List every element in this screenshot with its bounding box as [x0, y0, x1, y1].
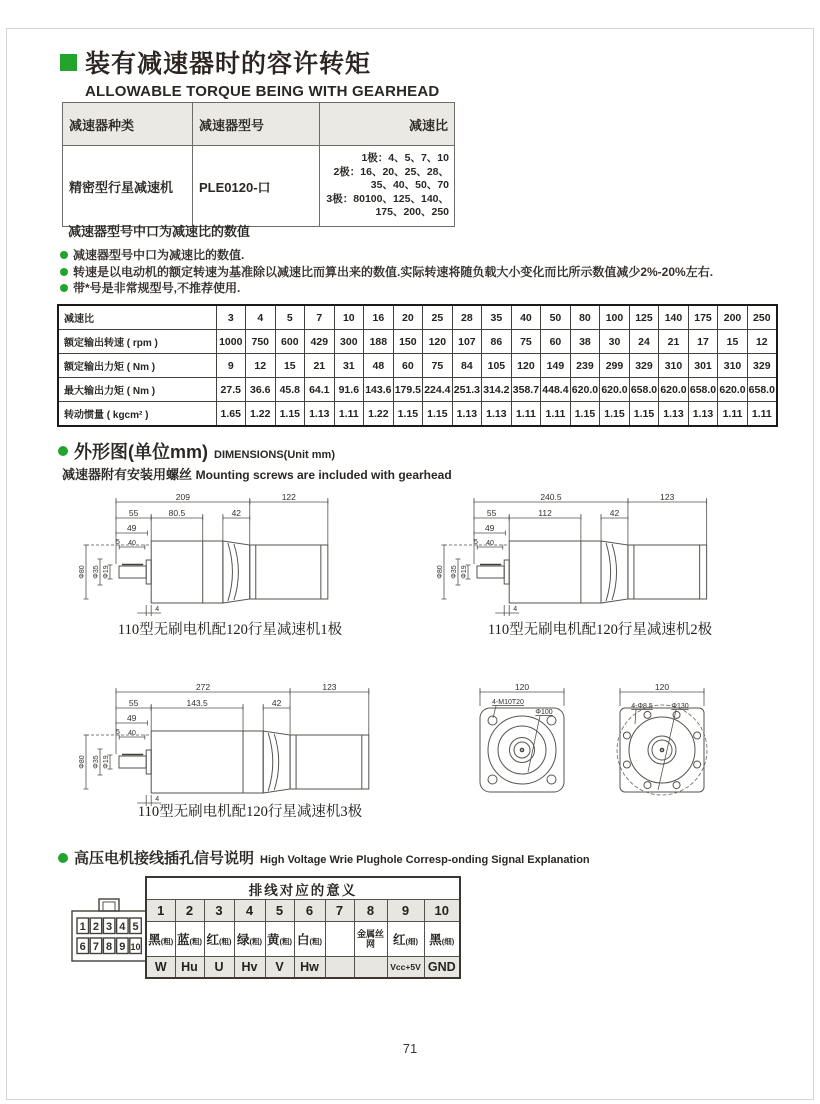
spec0-value: 17 — [688, 330, 718, 354]
pin-number-cell: 3 — [204, 900, 234, 922]
wire-thickness-label: (粗) — [219, 937, 232, 946]
signal-name-cell — [325, 957, 354, 979]
gearbox-flange-front-views — [450, 680, 750, 810]
spec0-value: 24 — [629, 330, 659, 354]
ratio-line: 3极：80100、125、140、 — [326, 192, 449, 205]
wire-color-label: 金属丝网 — [356, 928, 384, 949]
wire-color-cell — [294, 922, 325, 957]
spec0-value: 120 — [423, 330, 453, 354]
ratio-value: 3 — [216, 305, 246, 330]
spec1-value: 31 — [334, 354, 364, 378]
connector-pin-number: 9 — [119, 941, 126, 953]
signal-name-cell: U — [204, 957, 234, 979]
wiring-signal-table — [145, 876, 461, 979]
diameter-label: Φ19 — [461, 565, 468, 579]
page-header — [60, 44, 439, 100]
dimension-label: 240.5 — [540, 492, 562, 502]
spec0-value: 107 — [452, 330, 482, 354]
dimension-label: 55 — [128, 508, 139, 518]
outline-drawing-1stage — [70, 486, 370, 626]
pin-number-cell: 7 — [325, 900, 354, 922]
spec1-value: 301 — [688, 354, 718, 378]
spec2-value: 45.8 — [275, 378, 305, 402]
drawing-caption: 110型无刷电机配120行星减速机2极 — [487, 622, 713, 638]
col-header-model: 减速器型号 — [193, 103, 320, 146]
spec0-value: 60 — [541, 330, 571, 354]
signal-name-cell: Hu — [175, 957, 204, 979]
dimensions-heading — [58, 438, 335, 464]
spec1-value: 329 — [629, 354, 659, 378]
page-title-en: ALLOWABLE TORQUE BEING WITH GEARHEAD — [85, 83, 440, 100]
table-row — [63, 146, 455, 227]
connector-pin-number: 4 — [119, 921, 126, 933]
page-title: 装有减速器时的容许转矩 — [85, 50, 372, 78]
signal-name-cell: Hv — [234, 957, 265, 979]
motor-gearbox-side-view — [70, 486, 370, 626]
motor-gearbox-side-view — [70, 676, 380, 816]
dimension-label: 122 — [281, 492, 296, 502]
diameter-label: Φ80 — [79, 565, 86, 579]
spec1-value: 48 — [364, 354, 394, 378]
dimension-label: 55 — [486, 508, 497, 518]
spec2-value: 36.6 — [246, 378, 276, 402]
spec1-value: 299 — [600, 354, 630, 378]
spec1-value: 310 — [659, 354, 689, 378]
bullet-icon — [58, 446, 68, 456]
dimensions-subtitle — [62, 464, 452, 483]
ratio-value: 140 — [659, 305, 689, 330]
ratio-row — [58, 305, 777, 330]
wire-color-label: 蓝 — [176, 933, 190, 947]
spec2-value: 620.0 — [600, 378, 630, 402]
col-header-ratio: 减速比 — [320, 103, 455, 146]
spec2-value: 64.1 — [305, 378, 335, 402]
notes-list — [60, 247, 780, 297]
connector-pin-number: 6 — [79, 941, 86, 953]
spec2-value: 658.0 — [629, 378, 659, 402]
ratio-value: 35 — [482, 305, 512, 330]
spec1-value: 120 — [511, 354, 541, 378]
ratio-value: 175 — [688, 305, 718, 330]
note-text: 带*号是非常规型号,不推荐使用. — [73, 281, 241, 295]
dimension-label: 40 — [486, 540, 494, 547]
wire-color-label: 黑 — [429, 933, 442, 947]
ratio-value: 200 — [718, 305, 748, 330]
dimensions-subtitle-en: Mounting screws are included with gearhead — [195, 468, 452, 482]
torque-spec-table — [57, 304, 778, 427]
wire-color-label: 绿 — [236, 933, 250, 947]
connector-plug-icon — [68, 896, 150, 966]
dimension-label: 272 — [195, 682, 211, 692]
pin-number-cell: 6 — [294, 900, 325, 922]
diameter-label: Φ35 — [93, 755, 100, 769]
ratio-line: 35、40、50、70 — [370, 179, 449, 192]
spec3-value: 1.11 — [541, 402, 571, 427]
dimension-label: 40 — [128, 730, 136, 737]
wire-color-cell — [354, 922, 387, 957]
dimension-label: 112 — [538, 508, 552, 518]
spec3-value: 1.15 — [423, 402, 453, 427]
dimension-label: 80.5 — [168, 508, 186, 518]
dimension-label: 42 — [231, 508, 242, 518]
wiring-heading — [58, 847, 590, 868]
dimension-label: 123 — [322, 682, 337, 692]
spec3-value: 1.13 — [305, 402, 335, 427]
ratio-label: 减速比 — [58, 305, 216, 330]
diameter-label: Φ19 — [103, 565, 110, 579]
spec3-value: 1.22 — [364, 402, 394, 427]
spec1-value: 239 — [570, 354, 600, 378]
spec1-value: 12 — [246, 354, 276, 378]
spec1-value: 329 — [747, 354, 777, 378]
spec1-value: 9 — [216, 354, 246, 378]
diameter-label: Φ35 — [93, 565, 100, 579]
spec1-value: 15 — [275, 354, 305, 378]
spec3-row — [58, 402, 777, 427]
spec2-value: 224.4 — [423, 378, 453, 402]
connector-pin-number: 8 — [106, 941, 113, 953]
dimension-label: 49 — [126, 523, 137, 533]
table-footnote: 减速器型号中口为减速比的数值 — [68, 224, 251, 239]
wiring-title-en: High Voltage Wrie Plughole Corresp-onding Signal Explanation — [260, 854, 590, 866]
spec2-value: 179.5 — [393, 378, 423, 402]
diameter-label: Φ80 — [79, 755, 86, 769]
col-header-type: 减速器种类 — [63, 103, 193, 146]
spec1-value: 60 — [393, 354, 423, 378]
dimension-label: 49 — [126, 713, 137, 723]
drawing-caption: 110型无刷电机配120行星减速机1极 — [117, 622, 343, 638]
wiring-title-zh: 高压电机接线插孔信号说明 — [74, 850, 255, 867]
bolt-hole-label: 4-M10T20 — [492, 699, 524, 706]
pilot-diameter-label: Φ100 — [535, 709, 553, 716]
spec3-value: 1.11 — [334, 402, 364, 427]
wire-thickness-label: (粗) — [249, 937, 262, 946]
spec3-value: 1.15 — [629, 402, 659, 427]
ratio-value: 250 — [747, 305, 777, 330]
wire-color-cell — [265, 922, 294, 957]
dimension-label: 123 — [660, 492, 675, 502]
wire-color-cell — [325, 922, 354, 957]
spec2-row — [58, 378, 777, 402]
dimension-label: 4 — [155, 606, 160, 613]
signal-name-cell: Vcc+5V — [387, 957, 424, 979]
pin-number-cell: 2 — [175, 900, 204, 922]
spec3-value: 1.13 — [659, 402, 689, 427]
wire-thickness-label: (粗) — [160, 937, 174, 946]
connector-plug-diagram — [68, 896, 150, 971]
connector-pin-number: 7 — [92, 941, 99, 953]
dimension-label: 40 — [128, 540, 136, 547]
spec0-value: 150 — [393, 330, 423, 354]
connector-pin-number: 1 — [79, 921, 86, 933]
motor-gearbox-side-view — [428, 486, 738, 626]
spec0-value: 38 — [570, 330, 600, 354]
spec0-value: 600 — [275, 330, 305, 354]
ratio-value: 10 — [334, 305, 364, 330]
wire-color-label: 黄 — [266, 933, 280, 947]
diameter-label: Φ19 — [103, 755, 110, 769]
dimension-label: 120 — [514, 682, 530, 692]
signal-name-cell: W — [146, 957, 175, 979]
dimensions-title-zh: 外形图(单位mm) — [74, 442, 208, 462]
connector-pin-number: 10 — [130, 942, 141, 952]
spec1-label: 额定输出力矩 ( Nm ) — [58, 354, 216, 378]
spec1-value: 310 — [718, 354, 748, 378]
ratio-value: 125 — [629, 305, 659, 330]
bullet-icon — [58, 853, 68, 863]
spec2-value: 620.0 — [718, 378, 748, 402]
spec3-value: 1.11 — [718, 402, 748, 427]
spec2-value: 314.2 — [482, 378, 512, 402]
page-number: 71 — [402, 1041, 418, 1056]
dimension-label: 5 — [116, 729, 120, 736]
ratio-value: 50 — [541, 305, 571, 330]
pin-number-cell: 1 — [146, 900, 175, 922]
ratio-value: 100 — [600, 305, 630, 330]
bullet-icon — [60, 284, 68, 292]
spec1-value: 149 — [541, 354, 571, 378]
spec2-value: 358.7 — [511, 378, 541, 402]
spec3-value: 1.22 — [246, 402, 276, 427]
wiring-table-title: 排线对应的意义 — [146, 877, 460, 900]
ratio-value: 25 — [423, 305, 453, 330]
ratio-value: 5 — [275, 305, 305, 330]
ratio-value: 16 — [364, 305, 394, 330]
dimension-label: 209 — [175, 492, 190, 502]
wire-thickness-label: (粗) — [279, 937, 292, 946]
spec0-value: 1000 — [216, 330, 246, 354]
spec2-value: 251.3 — [452, 378, 482, 402]
wire-color-label: 黑 — [148, 933, 161, 947]
spec0-value: 21 — [659, 330, 689, 354]
note-item — [60, 264, 780, 281]
wire-color-cell — [146, 922, 175, 957]
signal-name-cell: GND — [424, 957, 460, 979]
dimension-label: 120 — [654, 682, 670, 692]
spec2-value: 620.0 — [570, 378, 600, 402]
wire-color-label: 红 — [206, 933, 219, 947]
spec2-value: 658.0 — [688, 378, 718, 402]
pin-number-cell: 8 — [354, 900, 387, 922]
spec1-value: 21 — [305, 354, 335, 378]
dimension-label: 143.5 — [186, 698, 208, 708]
pin-number-cell: 5 — [265, 900, 294, 922]
spec0-row — [58, 330, 777, 354]
spec1-value: 84 — [452, 354, 482, 378]
spec3-value: 1.15 — [393, 402, 423, 427]
gearhead-ratio-cell — [320, 146, 455, 227]
spec1-row — [58, 354, 777, 378]
spec3-value: 1.15 — [275, 402, 305, 427]
wire-thickness-label: (粗) — [189, 937, 202, 946]
dimensions-title-en: DIMENSIONS(Unit mm) — [214, 449, 335, 461]
dimensions-subtitle-zh: 减速器附有安装用螺丝 — [62, 467, 193, 482]
gearhead-type-table — [62, 102, 455, 227]
note-item — [60, 247, 780, 264]
ratio-value: 4 — [246, 305, 276, 330]
ratio-line: 1极：4、5、7、10 — [361, 152, 449, 165]
pin-number-cell: 4 — [234, 900, 265, 922]
spec1-value: 75 — [423, 354, 453, 378]
pin-number-cell: 9 — [387, 900, 424, 922]
dimension-label: 55 — [128, 698, 139, 708]
spec2-label: 最大输出力矩 ( Nm ) — [58, 378, 216, 402]
note-item — [60, 280, 780, 297]
connector-pin-number: 2 — [92, 921, 99, 933]
note-text: 转速是以电动机的额定转速为基准除以减速比而算出来的数值.实际转速将随负载大小变化而比所示数值减少2%-20%左右. — [73, 264, 714, 279]
signal-name-cell: V — [265, 957, 294, 979]
dimension-label: 4 — [513, 606, 518, 613]
dimension-label: 5 — [116, 539, 120, 546]
wire-color-cell — [234, 922, 265, 957]
wire-color-label: 红 — [392, 933, 406, 947]
ratio-value: 20 — [393, 305, 423, 330]
ratio-value: 80 — [570, 305, 600, 330]
spec3-value: 1.11 — [511, 402, 541, 427]
bolt-hole-label: 4-Φ8.5 — [631, 703, 653, 710]
spec0-label: 额定输出转速 ( rpm ) — [58, 330, 216, 354]
ratio-value: 28 — [452, 305, 482, 330]
pilot-diameter-label: Φ130 — [671, 703, 689, 710]
diameter-label: Φ80 — [437, 565, 444, 579]
wire-thickness-label: (细) — [405, 937, 418, 946]
dimension-label: 4 — [155, 796, 160, 803]
drawing-caption: 110型无刷电机配120行星减速机3极 — [137, 804, 363, 820]
wire-color-label: 白 — [296, 933, 310, 947]
spec2-value: 448.4 — [541, 378, 571, 402]
spec0-value: 750 — [246, 330, 276, 354]
spec0-value: 30 — [600, 330, 630, 354]
signal-name-cell: Hw — [294, 957, 325, 979]
wire-color-cell — [175, 922, 204, 957]
spec0-value: 188 — [364, 330, 394, 354]
connector-pin-number: 3 — [106, 921, 113, 933]
note-text: 减速器型号中口为减速比的数值. — [73, 248, 245, 262]
spec3-label: 转动惯量 ( kgcm² ) — [58, 402, 216, 427]
spec0-value: 429 — [305, 330, 335, 354]
bullet-icon — [60, 268, 68, 276]
wire-color-cell — [424, 922, 460, 957]
gearhead-model-cell: PLE0120-口 — [193, 146, 320, 227]
spec2-value: 143.6 — [364, 378, 394, 402]
spec0-value: 15 — [718, 330, 748, 354]
ratio-value: 7 — [305, 305, 335, 330]
section-marker-square — [60, 54, 77, 71]
spec0-value: 75 — [511, 330, 541, 354]
dimension-label: 42 — [609, 508, 620, 518]
spec3-value: 1.11 — [747, 402, 777, 427]
spec1-value: 105 — [482, 354, 512, 378]
outline-drawing-3stage — [70, 676, 380, 816]
spec2-value: 91.6 — [334, 378, 364, 402]
bullet-icon — [60, 251, 68, 259]
spec3-value: 1.13 — [452, 402, 482, 427]
spec2-value: 620.0 — [659, 378, 689, 402]
flange-front-views — [450, 680, 750, 810]
pin-number-cell: 10 — [424, 900, 460, 922]
ratio-value: 40 — [511, 305, 541, 330]
spec3-value: 1.15 — [570, 402, 600, 427]
spec2-value: 27.5 — [216, 378, 246, 402]
wire-color-cell — [387, 922, 424, 957]
wire-color-cell — [204, 922, 234, 957]
ratio-line: 2极：16、20、25、28、 — [333, 165, 449, 178]
spec3-value: 1.65 — [216, 402, 246, 427]
dimension-label: 49 — [484, 523, 495, 533]
connector-pin-number: 5 — [132, 921, 139, 933]
spec3-value: 1.13 — [688, 402, 718, 427]
spec0-value: 12 — [747, 330, 777, 354]
outline-drawing-2stage — [428, 486, 738, 626]
spec0-value: 300 — [334, 330, 364, 354]
signal-name-cell — [354, 957, 387, 979]
diameter-label: Φ35 — [451, 565, 458, 579]
spec0-value: 86 — [482, 330, 512, 354]
gearhead-type-cell: 精密型行星减速机 — [63, 146, 193, 227]
dimension-label: 42 — [271, 698, 282, 708]
dimension-label: 5 — [474, 539, 478, 546]
spec2-value: 658.0 — [747, 378, 777, 402]
ratio-line: 175、200、250 — [375, 206, 449, 219]
wire-thickness-label: (细) — [441, 937, 455, 946]
spec3-value: 1.13 — [482, 402, 512, 427]
wire-thickness-label: (粗) — [309, 937, 322, 946]
spec3-value: 1.15 — [600, 402, 630, 427]
